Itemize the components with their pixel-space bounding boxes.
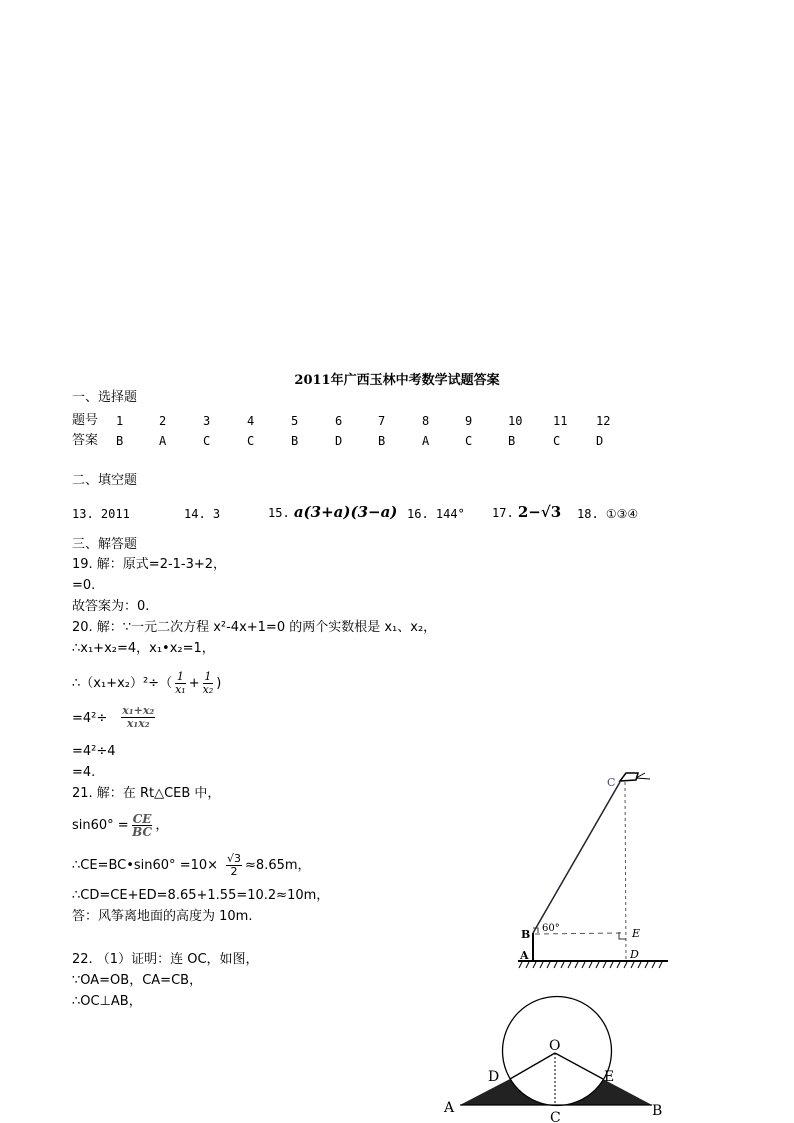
segment-od [510, 1053, 555, 1079]
q20-expr: =4²÷ [72, 711, 108, 726]
hatch-mark [568, 962, 571, 968]
label-c: C [607, 776, 616, 789]
label-a: A [444, 1100, 455, 1116]
answer-letter: B [116, 434, 124, 448]
q19-line: =0. [72, 578, 96, 593]
label-d: D [488, 1069, 500, 1085]
answer-15: a(3+a)(3−a) [293, 503, 398, 521]
hatch-mark [526, 962, 529, 968]
answer-letter: C [247, 434, 255, 448]
question-number: 1 [116, 414, 124, 428]
fraction: $\frac{1}{\text{x₂}}$ [202, 670, 214, 696]
q21-line [72, 812, 168, 840]
hatch-mark [659, 962, 662, 968]
answer-letter: A [159, 434, 167, 448]
label-b: B [521, 928, 531, 941]
question-number: 2 [159, 414, 167, 428]
fraction: $\frac{1}{\text{x₁}}$ [175, 670, 186, 696]
answer-17-num: 17. [492, 506, 514, 520]
hatch-mark [547, 962, 550, 968]
q21-line: ∴CD=CE+ED=8.65+1.55=10.2≈10m， [72, 888, 330, 903]
shaded-region-left [460, 1079, 557, 1106]
hatch-mark [596, 962, 599, 968]
hatch-mark [610, 962, 613, 968]
hatch-mark [561, 962, 564, 968]
question-number: 5 [291, 414, 299, 428]
answer-letter: D [335, 434, 343, 448]
q19-line: 19. 解：原式=2-1-3+2， [72, 557, 227, 572]
answer-letter: D [596, 434, 604, 448]
section2-heading: 二、填空题 [72, 473, 138, 488]
hatch-mark [631, 962, 634, 968]
label-a: A [520, 949, 529, 962]
answer-letter: B [291, 434, 299, 448]
fraction: $\frac{CE}{BC}$ [132, 812, 153, 839]
row-label-question: 题号 [72, 413, 99, 428]
q21-expr: ≈8.65m， [245, 858, 311, 873]
answer-letter: A [422, 434, 430, 448]
q20-line [72, 705, 158, 733]
circle-figure [430, 995, 680, 1123]
q21-expr: ∴CE=BC•sin60° =10× [72, 858, 219, 873]
answer-18: 18. ①③④ [577, 507, 639, 521]
hatch-mark [540, 962, 543, 968]
label-d: D [630, 948, 639, 961]
question-number: 12 [596, 414, 611, 428]
question-number: 6 [335, 414, 343, 428]
hatch-mark [582, 962, 585, 968]
hatch-mark [624, 962, 627, 968]
q20-line [72, 670, 221, 698]
string-line-bc [533, 782, 620, 933]
doc-title: 2011年广西玉林中考数学试题答案 [294, 373, 500, 388]
q20-expr: ∴（x₁+x₂）²÷（ [72, 676, 173, 691]
fraction: $\frac{√3}{2}$ [227, 852, 242, 878]
section3-heading: 三、解答题 [72, 537, 138, 552]
hatch-mark [603, 962, 606, 968]
answer-letter: B [508, 434, 516, 448]
answer-letter: C [203, 434, 211, 448]
label-o: O [549, 1038, 561, 1054]
q22-line: 22. （1）证明：连 OC，如图， [72, 952, 259, 967]
q20-line: =4. [72, 765, 96, 780]
answer-letter: C [553, 434, 561, 448]
label-c: C [550, 1110, 561, 1123]
hatch-mark [519, 962, 522, 968]
plus: + [188, 676, 200, 691]
label-b: B [652, 1103, 663, 1119]
dashed-cd [625, 782, 626, 961]
answer-14: 14. 3 [184, 507, 221, 521]
q21-line: 答：风筝离地面的高度为 10m. [72, 909, 253, 924]
hatch-mark [533, 962, 536, 968]
answer-letter: C [465, 434, 473, 448]
hatch-mark [589, 962, 592, 968]
label-angle: 60° [542, 923, 560, 934]
kite-icon [620, 773, 638, 781]
hatch-mark [638, 962, 641, 968]
answer-13: 13. 2011 [72, 507, 130, 521]
section1-heading: 一、选择题 [72, 390, 138, 405]
question-number: 9 [465, 414, 473, 428]
q21-line: 21. 解：在 Rt△CEB 中， [72, 786, 221, 801]
hatch-mark [617, 962, 620, 968]
answer-17: 2−√3 [517, 503, 562, 521]
hatch-mark [554, 962, 557, 968]
paren: ) [216, 676, 222, 691]
comma: ， [155, 818, 169, 833]
q22-line: ∵OA=OB，CA=CB， [72, 973, 203, 988]
label-e: E [632, 927, 641, 940]
question-number: 3 [203, 414, 211, 428]
q21-line [72, 852, 311, 880]
answer-letter: B [378, 434, 386, 448]
label-e: E [604, 1069, 615, 1085]
q20-line: ∴x₁+x₂=4，x₁•x₂=1， [72, 641, 215, 656]
q20-line: 20. 解：∵一元二次方程 x²-4x+1=0 的两个实数根是 x₁、x₂， [72, 620, 437, 635]
question-number: 11 [553, 414, 568, 428]
hatch-mark [652, 962, 655, 968]
q22-line: ∴OC⊥AB， [72, 994, 142, 1009]
question-number: 8 [422, 414, 430, 428]
hatch-mark [645, 962, 648, 968]
ground-hatch [519, 962, 662, 968]
answer-15-num: 15. [268, 506, 290, 520]
q19-line: 故答案为：0. [72, 599, 150, 614]
row-label-answer: 答案 [72, 433, 99, 448]
question-number: 7 [378, 414, 386, 428]
q20-line: =4²÷4 [72, 744, 116, 759]
hatch-mark [575, 962, 578, 968]
question-number: 4 [247, 414, 255, 428]
kite-figure [500, 765, 680, 970]
fraction: $\frac{\text{x₁+x₂}}{\text{x₁x₂}}$ [122, 704, 155, 730]
answer-16: 16. 144° [407, 507, 465, 521]
question-number: 10 [508, 414, 523, 428]
q21-expr: sin60° = [72, 818, 129, 833]
segment-oe [555, 1053, 603, 1079]
